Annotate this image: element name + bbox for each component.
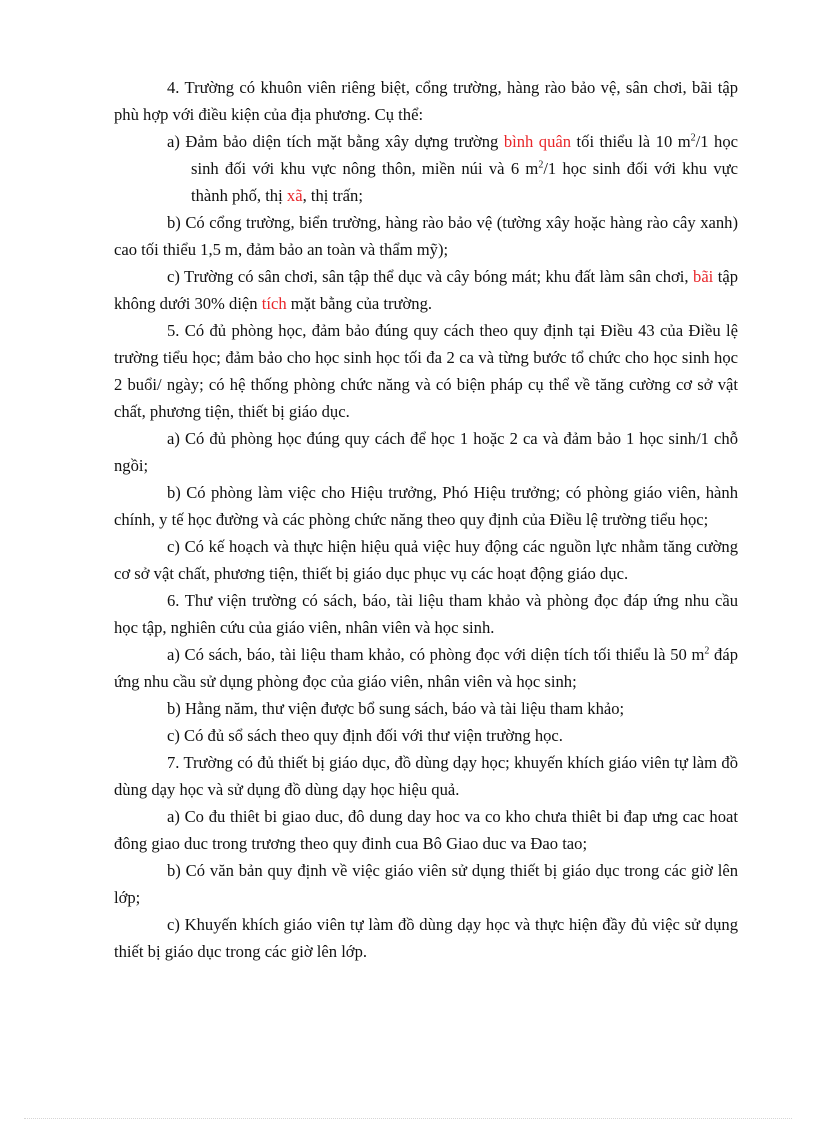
- paragraph-5c: c) Có kế hoạch và thực hiện hiệu quả việc huy động các nguồn lực nhằm tăng cường cơ sở vật chất, phương tiện, thiết bị giáo dục phục vụ các hoạt động giáo dục.: [114, 537, 738, 583]
- paragraph-6: 6. Thư viện trường có sách, báo, tài liệu tham khảo và phòng đọc đáp ứng nhu cầu học tập, nghiên cứu của giáo viên, nhân viên và học sinh.: [114, 591, 738, 637]
- highlight-tich: tích: [261, 294, 287, 313]
- paragraph-4c: c) Trường có sân chơi, sân tập thể dục và cây bóng mát; khu đất làm sân chơi, bãi tập không dưới 30% diện tích mặt bằng của trường.: [114, 267, 739, 313]
- paragraph-5a: a) Có đủ phòng học đúng quy cách để học 1 hoặc 2 ca và đảm bảo 1 học sinh/1 chỗ ngồi;: [114, 429, 738, 475]
- paragraph-6a: a) Có sách, báo, tài liệu tham khảo, có phòng đọc với diện tích tối thiểu là 50 $m^2$ đáp ứng nhu cầu sử dụng phòng đọc của giáo viên, nhân viên và học sinh;: [114, 645, 738, 691]
- highlight-xa: xã: [286, 186, 303, 205]
- paragraph-7b: b) Có văn bản quy định về việc giáo viên sử dụng thiết bị giáo dục trong các giờ lên lớp;: [114, 861, 738, 907]
- paragraph-4: 4. Trường có khuôn viên riêng biệt, cổng trường, hàng rào bảo vệ, sân chơi, bãi tập phù hợp với điều kiện của địa phương. Cụ thể:: [114, 78, 738, 124]
- paragraph-4a: a) Đảm bảo diện tích mặt bằng xây dựng trường bình quân tối thiểu là 10 $m^2/1$ học sinh đối với khu vực nông thôn, miền núi và 6 $m^2/1$ học sinh đối với khu vực thành phố, thị xã, thị trấn;: [167, 132, 738, 205]
- highlight-binh-quan: bình quân: [503, 132, 572, 151]
- paragraph-7c: c) Khuyến khích giáo viên tự làm đồ dùng dạy học và thực hiện đầy đủ việc sử dụng thiết bị giáo dục trong các giờ lên lớp.: [114, 915, 738, 961]
- document-body: [114, 74, 738, 965]
- page-bottom-divider: [24, 1118, 792, 1119]
- paragraph-5: 5. Có đủ phòng học, đảm bảo đúng quy cách theo quy định tại Điều 43 của Điều lệ trường tiểu học; đảm bảo cho học sinh học tối đa 2 ca và từng bước tổ chức cho học sinh học 2 buổi/ ngày; có hệ thống phòng chức năng và có biện pháp cụ thể về tăng cường cơ sở vật chất, phương tiện, thiết bị giáo dục.: [114, 321, 738, 421]
- paragraph-6b: b) Hằng năm, thư viện được bổ sung sách, báo và tài liệu tham khảo;: [167, 699, 625, 718]
- paragraph-6c: c) Có đủ sổ sách theo quy định đối với thư viện trường học.: [167, 726, 563, 745]
- paragraph-7a: a) Co đu thiêt bi giao duc, đô dung day hoc va co kho chưa thiêt bi đap ưng cac hoat đông giao duc trong trương theo quy đinh cua Bô Giao duc va Đao tao;: [114, 807, 738, 853]
- highlight-bai: bãi: [693, 267, 714, 286]
- paragraph-5b: b) Có phòng làm việc cho Hiệu trưởng, Phó Hiệu trưởng; có phòng giáo viên, hành chính, y tế học đường và các phòng chức năng theo quy định của Điều lệ trường tiểu học;: [114, 483, 738, 529]
- paragraph-4b: b) Có cổng trường, biển trường, hàng rào bảo vệ (tường xây hoặc hàng rào cây xanh) cao tối thiểu 1,5 m, đảm bảo an toàn và thẩm mỹ);: [114, 213, 738, 259]
- paragraph-7: 7. Trường có đủ thiết bị giáo dục, đồ dùng dạy học; khuyến khích giáo viên tự làm đồ dùng dạy học và sử dụng đồ dùng dạy học hiệu quả.: [114, 753, 738, 799]
